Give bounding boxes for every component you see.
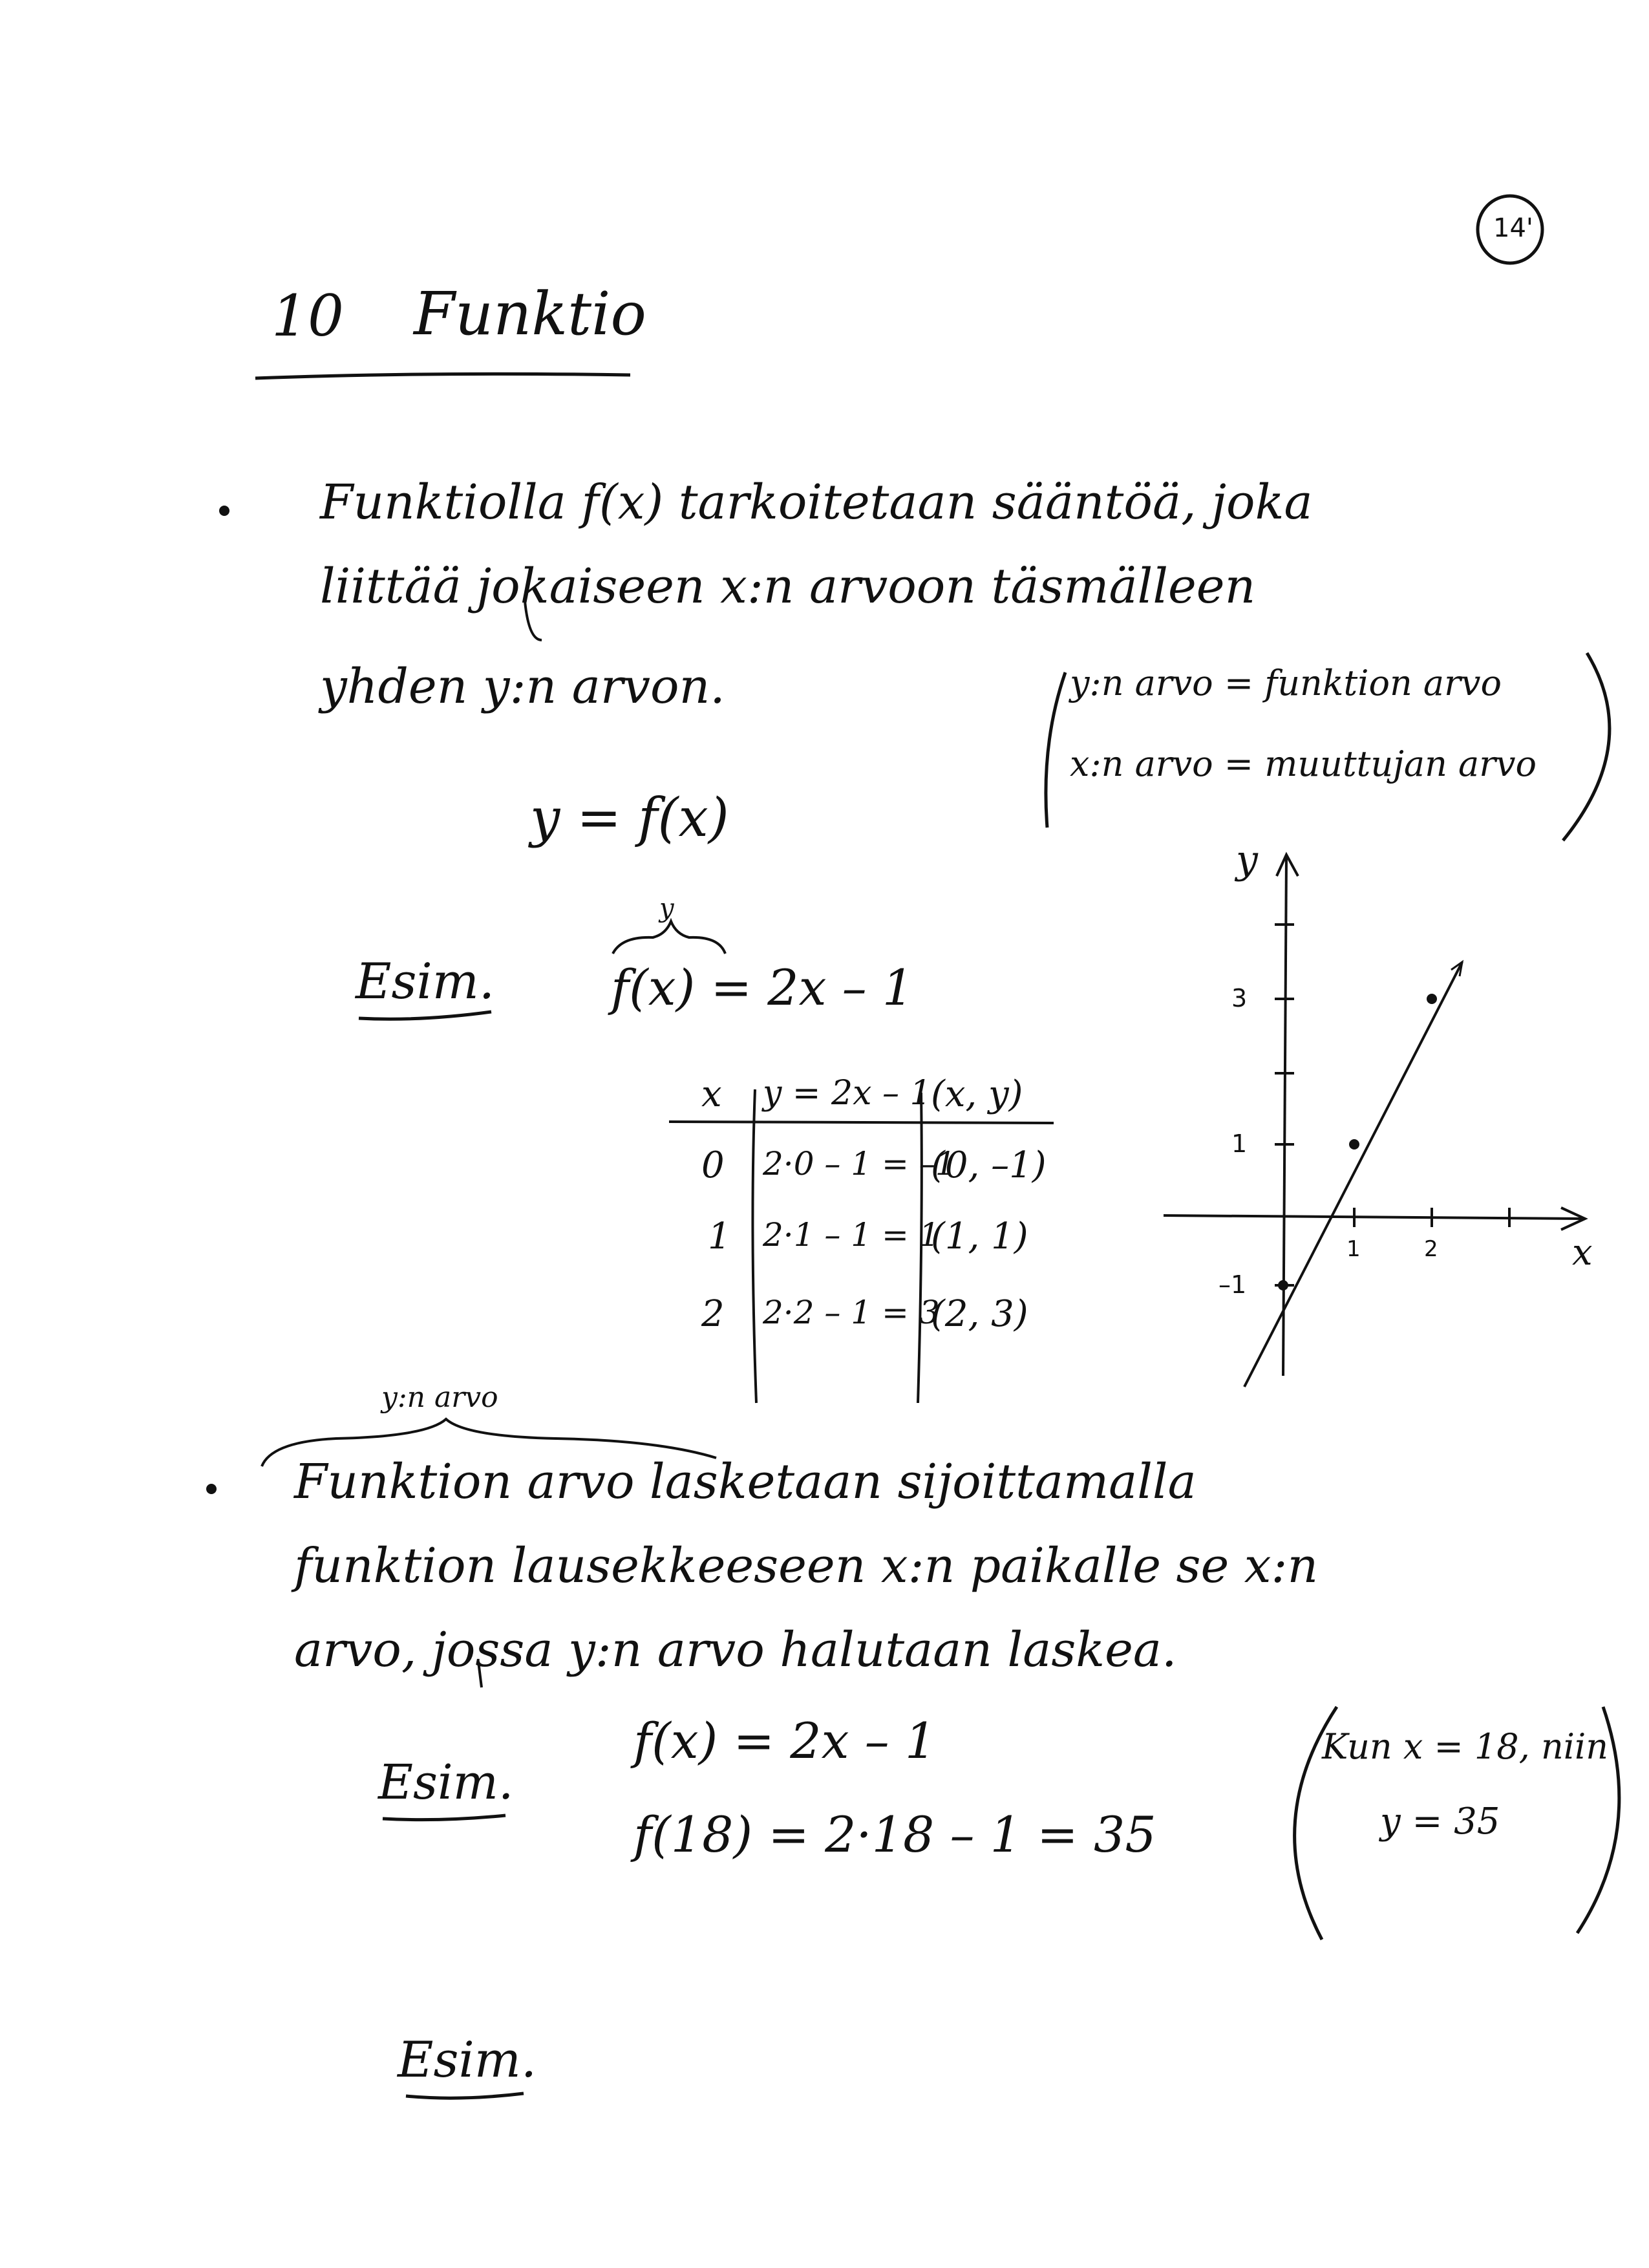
note2-line-1: Kun x = 18, niin	[1322, 1726, 1609, 1767]
example2-line-2: f(18) = 2·18 – 1 = 35	[633, 1806, 1156, 1863]
table-header-xy: (x, y)	[931, 1073, 1023, 1115]
section1-line-1: Funktiolla f(x) tarkoitetaan sääntöä, joka	[320, 475, 1313, 530]
section1-line-3: yhden y:n arvon.	[320, 659, 725, 714]
bullet-2	[206, 1484, 217, 1494]
graph-y-tick-label: 1	[1231, 1129, 1248, 1158]
note1-line-2: x:n arvo = muuttujan arvo	[1070, 744, 1537, 784]
graph-y-tick-label: 3	[1231, 984, 1248, 1012]
bullet-1	[219, 506, 229, 516]
graph-x-tick-label: 2	[1424, 1236, 1438, 1262]
note1-line-1: y:n arvo = funktion arvo	[1070, 663, 1502, 703]
esim3-underline	[406, 2093, 524, 2098]
table-header-y: y = 2x – 1	[763, 1074, 931, 1113]
note1-left-paren	[1046, 672, 1065, 828]
graph-point	[1278, 1280, 1288, 1290]
section2-line-3: arvo, jossa y:n arvo halutaan laskea.	[294, 1622, 1177, 1678]
example2-label: Esim.	[378, 1755, 514, 1810]
graph-x-tick-label: 1	[1346, 1236, 1361, 1262]
note2-line-2: y = 35	[1380, 1801, 1500, 1843]
table-cell: 2·1 – 1 = 1	[763, 1216, 940, 1254]
example1-function: f(x) = 2x – 1	[611, 959, 914, 1016]
page-number: 14'	[1493, 213, 1533, 243]
table-cell: 0	[701, 1144, 725, 1186]
heading-number: 10	[271, 283, 344, 349]
graph-point	[1349, 1139, 1359, 1150]
function-line	[1244, 962, 1462, 1387]
section1-line-2: liittää jokaiseen x:n arvoon täsmälleen	[320, 559, 1256, 614]
section2-brace-label: y:n arvo	[381, 1381, 498, 1414]
table-cell: 1	[708, 1215, 731, 1257]
table-cell: (1, 1)	[931, 1215, 1028, 1257]
example2-line-1: f(x) = 2x – 1	[633, 1712, 937, 1770]
heading-title: Funktio	[414, 279, 646, 348]
table-cell: (2, 3)	[931, 1293, 1028, 1335]
table-header-x: x	[701, 1073, 722, 1115]
graph-y-label: y	[1236, 837, 1258, 883]
y-axis-line	[1283, 857, 1286, 1376]
table-cell: (0, –1)	[931, 1144, 1047, 1186]
graph-x-label: x	[1572, 1232, 1593, 1274]
table-cell: 2·2 – 1 = 3	[763, 1294, 940, 1331]
table-col-divider-1	[752, 1089, 756, 1403]
graph-point	[1427, 994, 1437, 1004]
section2-line-2: funktion lausekkeeseen x:n paikalle se x:n	[294, 1538, 1319, 1594]
esim1-underline	[359, 1012, 491, 1019]
example1-label: Esim.	[356, 952, 495, 1010]
table-cell: 2	[701, 1293, 725, 1335]
fx-brace	[613, 921, 725, 954]
heading-underline	[255, 374, 630, 378]
x-axis-line	[1164, 1215, 1584, 1219]
section2-line-1: Funktion arvo lasketaan sijoittamalla	[294, 1454, 1197, 1510]
note1-right-paren	[1563, 653, 1610, 840]
esim2-underline	[383, 1815, 505, 1820]
fx-brace-label: y	[659, 893, 674, 923]
table-cell: 2·0 – 1 = –1	[763, 1145, 956, 1182]
formula-y-fx: y = f(x)	[530, 787, 729, 849]
coordinate-graph	[1164, 855, 1585, 1387]
table-header-rule	[669, 1122, 1054, 1123]
graph-y-tick-label: –1	[1218, 1270, 1247, 1299]
example3-label: Esim.	[398, 2031, 537, 2088]
